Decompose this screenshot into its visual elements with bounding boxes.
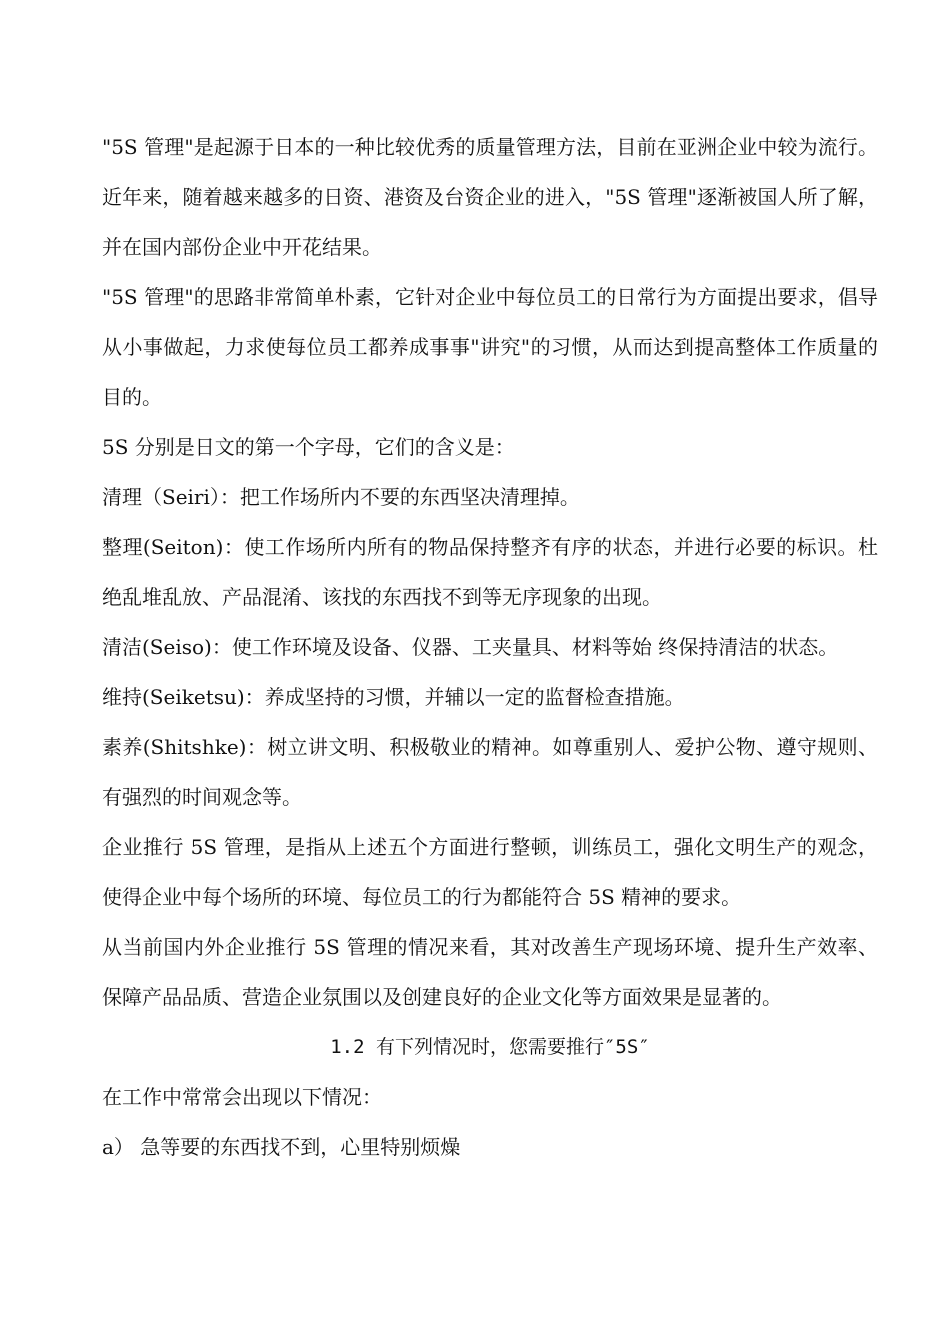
paragraph-seiton: 整理(Seiton)：使工作场所内所有的物品保持整齐有序的状态，并进行必要的标识。杜绝乱堆乱放、产品混淆、该找的东西找不到等无序现象的出现。 (102, 535, 878, 609)
paragraph-5s-meaning-intro: 5S 分别是日文的第一个字母，它们的含义是： (102, 435, 515, 459)
paragraph-seiri: 清理（Seiri）：把工作场所内不要的东西坚决清理掉。 (102, 485, 580, 509)
paragraph-situations-intro: 在工作中常常会出现以下情况： (102, 1085, 382, 1109)
paragraph-seiso: 清洁(Seiso)：使工作环境及设备、仪器、工夹量具、材料等始 终保持清洁的状态。 (102, 635, 839, 659)
paragraph-seiketsu: 维持(Seiketsu)：养成坚持的习惯，并辅以一定的监督检查措施。 (102, 685, 685, 709)
document-body (102, 122, 878, 1172)
paragraph-5s-effect: 从当前国内外企业推行 5S 管理的情况来看，其对改善生产现场环境、提升生产效率、保障产品品质、营造企业氛围以及创建良好的企业文化等方面效果是显著的。 (102, 935, 878, 1009)
section-heading: 1.2 有下列情况时，您需要推行″5S″ (330, 1036, 650, 1058)
paragraph-5s-concept: "5S 管理"的思路非常简单朴素，它针对企业中每位员工的日常行为方面提出要求，倡导从小事做起，力求使每位员工都养成事事"讲究"的习惯，从而达到提高整体工作质量的目的。 (102, 285, 878, 409)
list-item-a: a） 急等要的东西找不到，心里特别烦燥 (102, 1135, 461, 1159)
paragraph-shitshke: 素养(Shitshke)：树立讲文明、积极敬业的精神。如尊重别人、爱护公物、遵守规则、有强烈的时间观念等。 (102, 735, 878, 809)
paragraph-5s-origin: "5S 管理"是起源于日本的一种比较优秀的质量管理方法，目前在亚洲企业中较为流行。近年来，随着越来越多的日资、港资及台资企业的进入，"5S 管理"逐渐被国人所了解，并在国内部份企业中开花结果。 (102, 135, 878, 259)
paragraph-5s-implementation: 企业推行 5S 管理，是指从上述五个方面进行整顿，训练员工，强化文明生产的观念，使得企业中每个场所的环境、每位员工的行为都能符合 5S 精神的要求。 (102, 835, 878, 909)
